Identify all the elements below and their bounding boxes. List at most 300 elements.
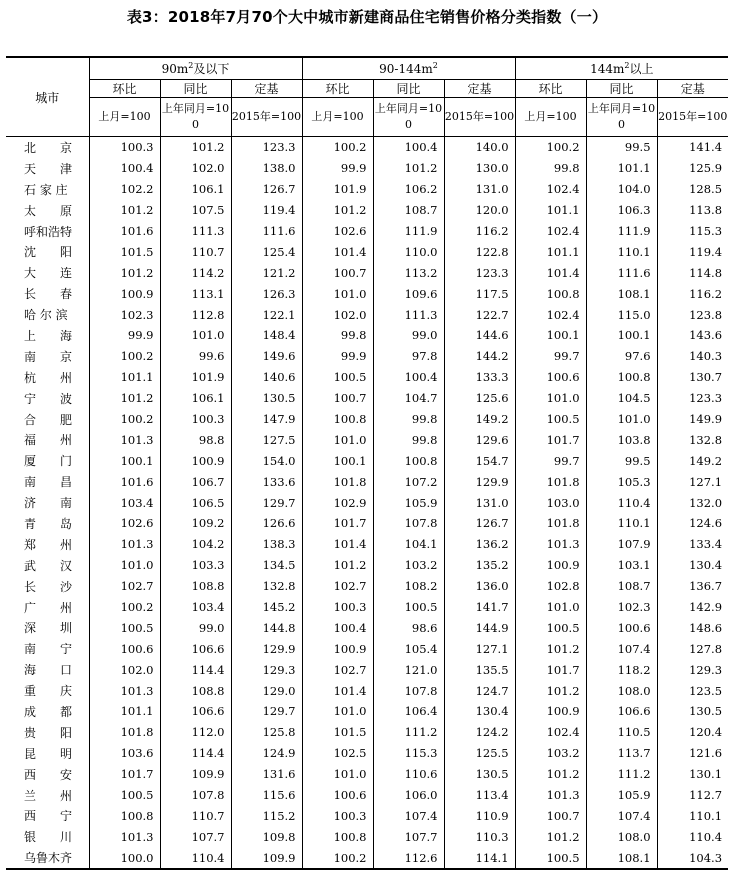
index-value: 111.3	[373, 304, 444, 325]
index-value: 102.4	[515, 179, 586, 200]
index-value: 110.4	[586, 492, 657, 513]
index-value: 107.4	[586, 806, 657, 827]
index-value: 101.1	[515, 241, 586, 262]
index-value: 99.8	[515, 158, 586, 179]
index-value: 127.1	[689, 474, 723, 489]
index-value: 100.6	[515, 367, 586, 388]
index-value: 101.3	[89, 680, 160, 701]
index-value: 148.4	[231, 325, 302, 346]
index-value: 100.7	[302, 262, 373, 283]
index-value: 102.0	[160, 158, 231, 179]
base-header-base: 2015年=100	[231, 98, 302, 137]
index-value: 101.2	[515, 826, 586, 847]
index-value: 100.2	[302, 847, 373, 869]
index-value: 101.4	[515, 262, 586, 283]
index-value: 130.5	[444, 764, 515, 785]
index-value: 108.8	[160, 680, 231, 701]
index-value: 129.3	[231, 659, 302, 680]
index-value: 100.1	[302, 450, 373, 471]
index-value: 102.3	[89, 304, 160, 325]
index-value: 100.4	[373, 367, 444, 388]
index-value: 114.2	[160, 262, 231, 283]
index-value: 120.0	[444, 200, 515, 221]
index-value: 133.4	[689, 537, 723, 552]
index-value: 106.0	[373, 785, 444, 806]
index-value: 101.9	[302, 179, 373, 200]
index-value: 104.0	[586, 179, 657, 200]
group-header-large: $144m^2$以上	[515, 57, 728, 80]
index-value: 101.4	[302, 241, 373, 262]
index-value: 103.4	[89, 492, 160, 513]
index-value: 101.3	[515, 534, 586, 555]
index-value: 108.8	[160, 576, 231, 597]
index-value: 100.5	[515, 617, 586, 638]
index-value: 105.4	[373, 638, 444, 659]
index-value: 136.2	[444, 534, 515, 555]
index-value: 99.7	[515, 346, 586, 367]
index-value: 107.7	[373, 826, 444, 847]
index-value: 100.4	[89, 158, 160, 179]
index-value: 101.6	[89, 221, 160, 242]
index-value: 111.9	[373, 221, 444, 242]
index-value: 101.5	[89, 241, 160, 262]
index-value: 126.7	[231, 179, 302, 200]
table-row	[6, 200, 728, 221]
index-value: 101.5	[302, 722, 373, 743]
index-value: 101.2	[515, 764, 586, 785]
index-value: 100.8	[302, 409, 373, 430]
index-value: 99.9	[302, 346, 373, 367]
index-value: 141.4	[689, 140, 723, 155]
index-value: 98.8	[160, 429, 231, 450]
index-value: 135.5	[444, 659, 515, 680]
city-name: 厦 门	[6, 450, 89, 471]
index-value: 106.6	[160, 638, 231, 659]
index-value: 143.6	[689, 328, 723, 343]
index-value: 100.7	[515, 806, 586, 827]
index-value: 101.3	[89, 826, 160, 847]
index-value: 101.0	[515, 388, 586, 409]
index-value: 114.4	[160, 659, 231, 680]
table-row	[6, 555, 728, 576]
index-value: 135.2	[444, 555, 515, 576]
city-name: 昆 明	[6, 743, 89, 764]
index-value: 100.5	[89, 617, 160, 638]
city-name: 武 汉	[6, 555, 89, 576]
index-value: 111.6	[586, 262, 657, 283]
index-value: 142.9	[689, 600, 723, 615]
base-header-base: 2015年=100	[657, 98, 728, 137]
index-value: 113.2	[373, 262, 444, 283]
index-value: 121.6	[689, 746, 723, 761]
index-value: 112.0	[160, 722, 231, 743]
index-value: 148.6	[689, 620, 723, 635]
index-value: 101.0	[302, 429, 373, 450]
index-value: 109.2	[160, 513, 231, 534]
city-name: 乌鲁木齐	[6, 847, 89, 869]
index-value: 147.9	[231, 409, 302, 430]
table-row	[6, 659, 728, 680]
index-value: 132.8	[689, 432, 723, 447]
index-value: 101.2	[302, 200, 373, 221]
city-column-header: 城市	[6, 57, 89, 137]
index-value: 100.5	[373, 597, 444, 618]
table-row	[6, 806, 728, 827]
index-value: 104.7	[373, 388, 444, 409]
index-value: 110.1	[689, 808, 723, 823]
index-value: 121.0	[373, 659, 444, 680]
index-value: 105.9	[586, 785, 657, 806]
index-value: 100.7	[302, 388, 373, 409]
index-value: 107.9	[586, 534, 657, 555]
index-value: 110.4	[689, 829, 723, 844]
index-value: 130.0	[444, 158, 515, 179]
table-row	[6, 241, 728, 262]
index-value: 110.1	[586, 241, 657, 262]
index-value: 127.8	[689, 641, 723, 656]
index-value: 99.5	[586, 450, 657, 471]
city-name: 北 京	[6, 137, 89, 158]
index-value: 144.9	[444, 617, 515, 638]
index-value: 114.4	[160, 743, 231, 764]
city-name: 呼和浩特	[6, 221, 89, 242]
index-value: 114.8	[689, 265, 723, 280]
table-row	[6, 429, 728, 450]
index-value: 113.7	[586, 743, 657, 764]
city-name: 石 家 庄	[6, 179, 89, 200]
base-header-yoy: 上年同月=100	[586, 98, 657, 137]
table-row	[6, 179, 728, 200]
index-value: 110.4	[160, 847, 231, 869]
index-value: 118.2	[586, 659, 657, 680]
index-value: 101.1	[89, 367, 160, 388]
base-header-mom: 上月=100	[515, 98, 586, 137]
index-value: 101.2	[89, 200, 160, 221]
table-row	[6, 638, 728, 659]
index-value: 100.2	[515, 137, 586, 158]
index-value: 129.3	[689, 662, 723, 677]
index-value: 125.6	[444, 388, 515, 409]
index-value: 100.1	[89, 450, 160, 471]
index-value: 132.0	[689, 495, 723, 510]
index-value: 107.2	[373, 471, 444, 492]
index-value: 104.3	[689, 850, 723, 865]
index-value: 115.3	[373, 743, 444, 764]
index-value: 119.4	[689, 244, 723, 259]
base-header-yoy: 上年同月=100	[373, 98, 444, 137]
index-value: 100.9	[89, 283, 160, 304]
index-value: 102.9	[302, 492, 373, 513]
index-value: 101.0	[89, 555, 160, 576]
index-value: 103.8	[586, 429, 657, 450]
index-value: 103.1	[586, 555, 657, 576]
city-name: 南 宁	[6, 638, 89, 659]
index-value: 101.2	[302, 555, 373, 576]
sub-header-yoy: 同比	[160, 80, 231, 98]
index-value: 101.0	[302, 283, 373, 304]
index-value: 100.4	[373, 137, 444, 158]
table-title: 表3：2018年7月70个大中城市新建商品住宅销售价格分类指数（一）	[126, 8, 608, 26]
index-value: 119.4	[231, 200, 302, 221]
index-value: 131.0	[444, 179, 515, 200]
city-name: 深 圳	[6, 617, 89, 638]
index-value: 100.5	[515, 847, 586, 869]
index-value: 105.9	[373, 492, 444, 513]
index-value: 106.1	[160, 179, 231, 200]
index-value: 123.8	[689, 307, 723, 322]
index-value: 107.7	[160, 826, 231, 847]
index-value: 102.4	[515, 722, 586, 743]
index-value: 101.6	[89, 471, 160, 492]
index-value: 100.3	[302, 806, 373, 827]
index-value: 125.9	[689, 161, 723, 176]
index-value: 101.3	[89, 534, 160, 555]
base-header-base: 2015年=100	[444, 98, 515, 137]
index-value: 100.9	[302, 638, 373, 659]
index-value: 108.7	[373, 200, 444, 221]
sub-header-mom: 环比	[302, 80, 373, 98]
index-value: 99.6	[160, 346, 231, 367]
index-value: 124.9	[231, 743, 302, 764]
table-row	[6, 597, 728, 618]
index-value: 149.6	[231, 346, 302, 367]
index-value: 101.0	[302, 764, 373, 785]
index-value: 106.7	[160, 471, 231, 492]
index-value: 144.2	[444, 346, 515, 367]
index-value: 100.2	[302, 137, 373, 158]
index-value: 102.4	[515, 304, 586, 325]
index-value: 99.8	[373, 429, 444, 450]
index-value: 140.0	[444, 137, 515, 158]
index-value: 108.1	[586, 847, 657, 869]
table-row	[6, 617, 728, 638]
index-value: 110.7	[160, 806, 231, 827]
index-value: 154.0	[231, 450, 302, 471]
index-value: 129.9	[444, 471, 515, 492]
index-value: 106.6	[586, 701, 657, 722]
index-value: 107.8	[160, 785, 231, 806]
index-value: 102.8	[515, 576, 586, 597]
index-value: 122.7	[444, 304, 515, 325]
index-value: 111.3	[160, 221, 231, 242]
index-value: 131.6	[231, 764, 302, 785]
index-value: 106.1	[160, 388, 231, 409]
city-name: 太 原	[6, 200, 89, 221]
city-name: 哈 尔 滨	[6, 304, 89, 325]
index-value: 110.9	[444, 806, 515, 827]
index-value: 126.6	[231, 513, 302, 534]
index-value: 100.1	[515, 325, 586, 346]
base-header-yoy: 上年同月=100	[160, 98, 231, 137]
index-value: 100.5	[89, 785, 160, 806]
index-value: 145.2	[231, 597, 302, 618]
table-row	[6, 785, 728, 806]
table-row	[6, 388, 728, 409]
sub-header-mom: 环比	[515, 80, 586, 98]
index-value: 99.8	[373, 409, 444, 430]
sub-header-yoy: 同比	[586, 80, 657, 98]
index-value: 127.5	[231, 429, 302, 450]
index-value: 136.0	[444, 576, 515, 597]
index-value: 138.0	[231, 158, 302, 179]
index-value: 97.6	[586, 346, 657, 367]
index-value: 122.8	[444, 241, 515, 262]
index-value: 130.1	[689, 767, 723, 782]
index-value: 100.8	[515, 283, 586, 304]
table-row	[6, 492, 728, 513]
price-index-table	[6, 56, 728, 870]
index-value: 132.8	[231, 576, 302, 597]
index-value: 123.3	[444, 262, 515, 283]
index-value: 103.4	[160, 597, 231, 618]
index-value: 109.6	[373, 283, 444, 304]
index-value: 101.2	[515, 680, 586, 701]
index-value: 116.2	[689, 286, 723, 301]
index-value: 102.6	[89, 513, 160, 534]
index-value: 102.0	[302, 304, 373, 325]
index-value: 129.9	[231, 638, 302, 659]
index-value: 99.7	[515, 450, 586, 471]
index-value: 127.1	[444, 638, 515, 659]
table-row	[6, 325, 728, 346]
index-value: 130.5	[231, 388, 302, 409]
index-value: 102.4	[515, 221, 586, 242]
index-value: 101.2	[160, 137, 231, 158]
index-value: 102.7	[89, 576, 160, 597]
index-value: 109.9	[231, 847, 302, 869]
index-value: 136.7	[689, 579, 723, 594]
index-value: 106.5	[160, 492, 231, 513]
index-value: 100.8	[373, 450, 444, 471]
index-value: 113.4	[444, 785, 515, 806]
index-value: 141.7	[444, 597, 515, 618]
index-value: 101.2	[373, 158, 444, 179]
index-value: 114.1	[444, 847, 515, 869]
index-value: 129.6	[444, 429, 515, 450]
index-value: 104.2	[160, 534, 231, 555]
index-value: 125.4	[231, 241, 302, 262]
index-value: 112.8	[160, 304, 231, 325]
index-value: 130.7	[689, 370, 723, 385]
index-value: 101.9	[160, 367, 231, 388]
index-value: 112.7	[689, 788, 723, 803]
table-row	[6, 409, 728, 430]
table-row	[6, 847, 728, 869]
index-value: 100.2	[89, 346, 160, 367]
index-value: 101.8	[515, 513, 586, 534]
index-value: 110.3	[444, 826, 515, 847]
index-value: 106.4	[373, 701, 444, 722]
index-value: 101.1	[586, 158, 657, 179]
index-value: 130.4	[689, 558, 723, 573]
index-value: 104.1	[373, 534, 444, 555]
index-value: 101.7	[515, 659, 586, 680]
city-name: 宁 波	[6, 388, 89, 409]
index-value: 99.0	[373, 325, 444, 346]
index-value: 100.8	[586, 367, 657, 388]
index-value: 111.6	[231, 221, 302, 242]
city-name: 银 川	[6, 826, 89, 847]
index-value: 101.7	[515, 429, 586, 450]
index-value: 129.0	[231, 680, 302, 701]
index-value: 110.1	[586, 513, 657, 534]
index-value: 149.2	[444, 409, 515, 430]
index-value: 140.6	[231, 367, 302, 388]
city-name: 西 安	[6, 764, 89, 785]
index-value: 99.9	[302, 158, 373, 179]
city-name: 南 昌	[6, 471, 89, 492]
index-value: 102.0	[89, 659, 160, 680]
table-row	[6, 722, 728, 743]
index-value: 149.9	[689, 412, 723, 427]
index-value: 117.5	[444, 283, 515, 304]
index-value: 110.5	[586, 722, 657, 743]
index-value: 109.8	[231, 826, 302, 847]
index-value: 101.8	[89, 722, 160, 743]
index-value: 101.7	[89, 764, 160, 785]
index-value: 99.0	[160, 617, 231, 638]
index-value: 100.6	[586, 617, 657, 638]
index-value: 113.8	[689, 203, 723, 218]
index-value: 108.0	[586, 826, 657, 847]
table-row	[6, 826, 728, 847]
index-value: 100.5	[515, 409, 586, 430]
index-value: 125.8	[231, 722, 302, 743]
index-value: 103.3	[160, 555, 231, 576]
index-value: 133.6	[231, 471, 302, 492]
index-value: 101.3	[515, 785, 586, 806]
sub-header-yoy: 同比	[373, 80, 444, 98]
index-value: 100.4	[302, 617, 373, 638]
index-value: 101.2	[89, 262, 160, 283]
index-value: 110.7	[160, 241, 231, 262]
table-row	[6, 743, 728, 764]
index-value: 108.7	[586, 576, 657, 597]
index-value: 101.8	[515, 471, 586, 492]
city-name: 大 连	[6, 262, 89, 283]
index-value: 144.6	[444, 325, 515, 346]
table-row	[6, 701, 728, 722]
index-value: 102.3	[586, 597, 657, 618]
index-value: 138.3	[231, 534, 302, 555]
index-value: 100.8	[302, 826, 373, 847]
index-value: 106.3	[586, 200, 657, 221]
index-value: 120.4	[689, 725, 723, 740]
table-row	[6, 346, 728, 367]
index-value: 116.2	[444, 221, 515, 242]
city-name: 长 春	[6, 283, 89, 304]
city-name: 成 都	[6, 701, 89, 722]
index-value: 105.3	[586, 471, 657, 492]
sub-header-mom: 环比	[89, 80, 160, 98]
index-value: 129.7	[231, 492, 302, 513]
index-value: 100.2	[89, 597, 160, 618]
index-value: 112.6	[373, 847, 444, 869]
index-value: 134.5	[231, 555, 302, 576]
table-row	[6, 471, 728, 492]
index-value: 124.7	[444, 680, 515, 701]
index-value: 104.5	[586, 388, 657, 409]
sub-header-base: 定基	[444, 80, 515, 98]
index-value: 101.1	[89, 701, 160, 722]
index-value: 101.0	[160, 325, 231, 346]
index-value: 100.3	[302, 597, 373, 618]
index-value: 103.6	[89, 743, 160, 764]
index-value: 100.8	[89, 806, 160, 827]
sub-header-base: 定基	[657, 80, 728, 98]
index-value: 131.0	[444, 492, 515, 513]
city-name: 重 庆	[6, 680, 89, 701]
